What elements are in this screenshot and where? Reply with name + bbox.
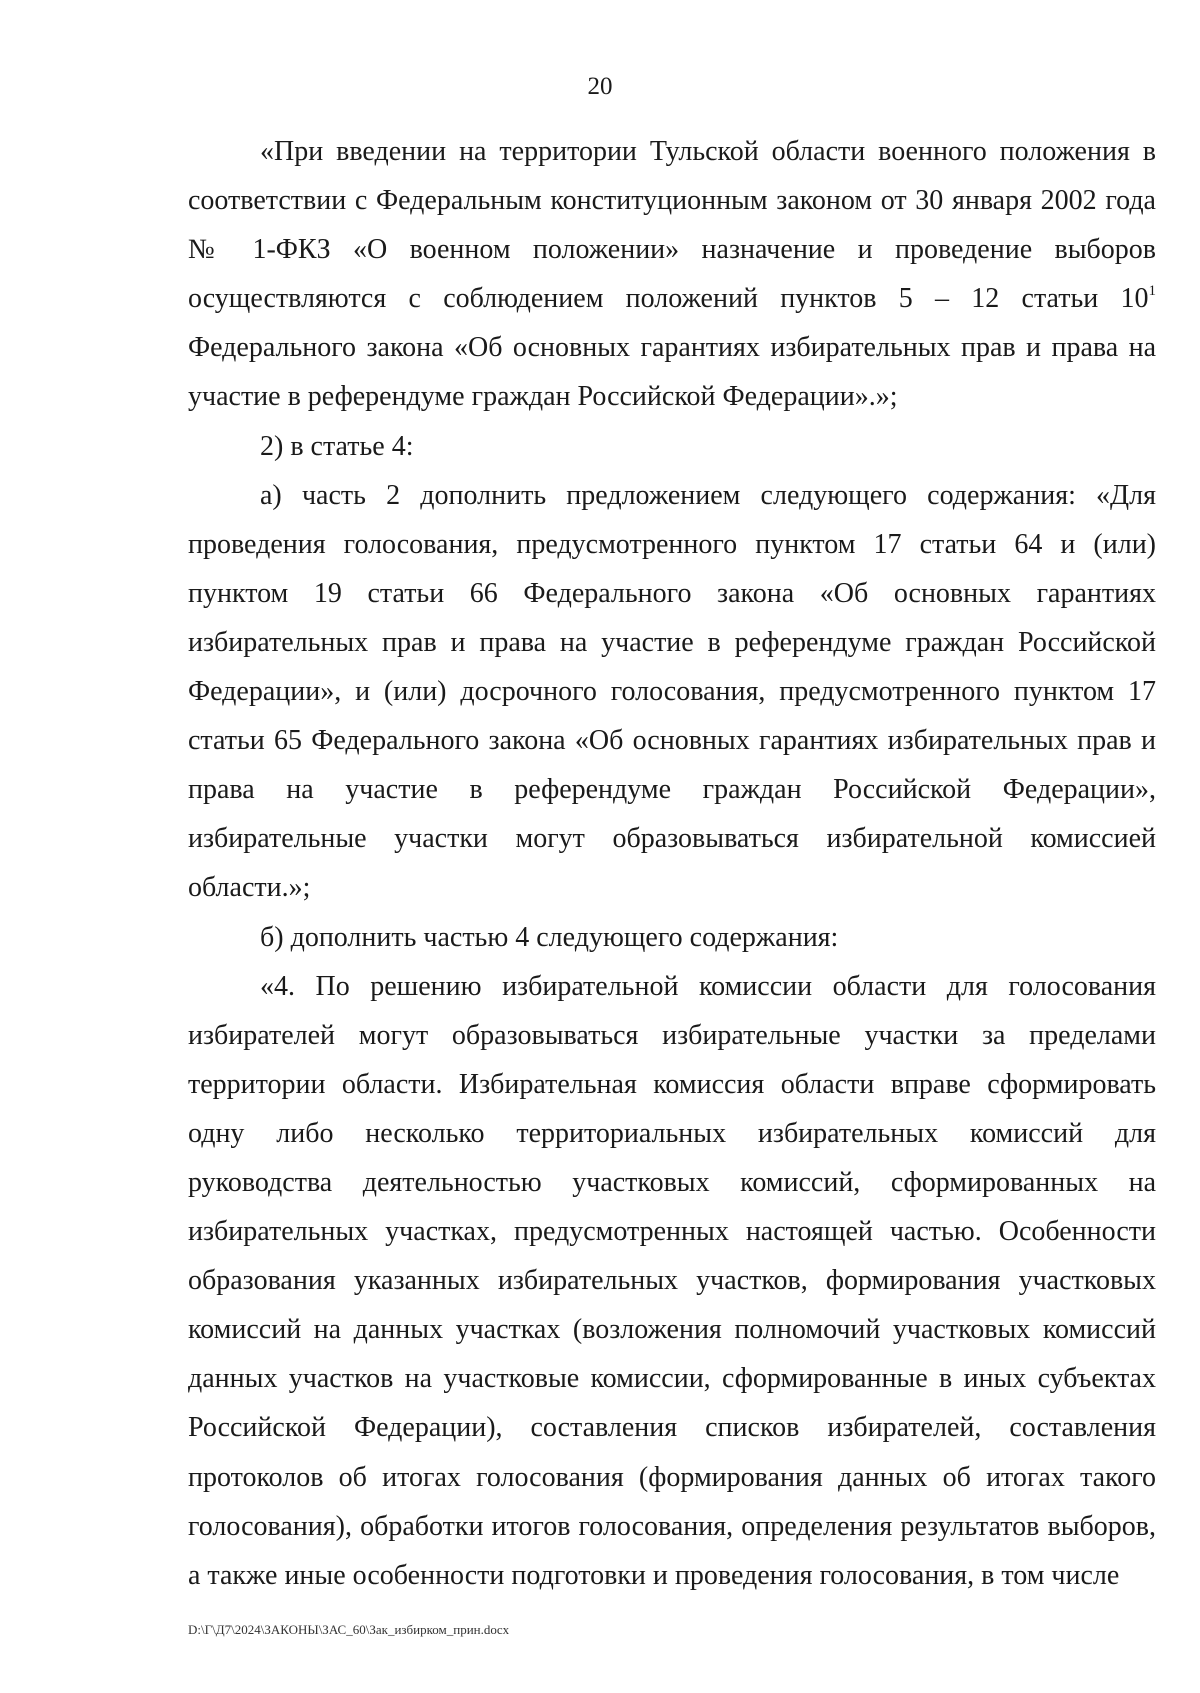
paragraph-part-4: «4. По решению избирательной комиссии области для голосования избирателей могут образовываться избирательные участки за пределами территории области. Избирательная комиссия области вправе сформировать одну либо несколько территориальных избирательных комиссий для руководства деятельностью участковых комиссий, сформированных на избирательных участках, предусмотренных настоящей частью. Особенности образования указанных избирательных участков, формирования участковых комиссий на данных участках (возложения полномочий участковых комиссий данных участков на участковые комиссии, сформированные в иных субъектах Российской Федерации), составления списков избирателей, составления протоколов об итогах голосования (формирования данных об итогах такого голосования), обработки итогов голосования, определения результатов выборов, а также иные особенности подготовки и проведения голосования, в том числе (188, 970, 1156, 1591)
footer-file-path: D:\Г\Д7\2024\ЗАКОНЫ\ЗАС_60\Зак_избирком_прин.docx (188, 1622, 510, 1637)
article-superscript: 1 (1148, 283, 1156, 300)
paragraph-item-a: а) часть 2 дополнить предложением следующего содержания: «Для проведения голосования, предусмотренного пунктом 17 статьи 64 и (или) пунктом 19 статьи 66 Федерального закона «Об основных гарантиях избирательных прав и права на участие в референдуме граждан Российской Федерации», и (или) досрочного голосования, предусмотренного пунктом 17 статьи 65 Федерального закона «Об основных гарантиях избирательных прав и права на участие в референдуме граждан Российской Федерации», избирательные участки могут образовываться избирательной комиссией области.»; (188, 479, 1156, 904)
paragraph-article-4: 2) в статье 4: (260, 430, 414, 462)
paragraph-text: «При введении на территории Тульской области военного положения в соответствии с Федеральным конституционным законом от 30 января 2002 года № 1-ФКЗ «О военном положении» назначение и проведение выборов осуществляются с соблюдением положений пунктов 5 – 12 статьи 10 (188, 136, 1156, 315)
document-body (188, 127, 1156, 1600)
paragraph-martial-law (188, 127, 1156, 422)
paragraph-item-b: б) дополнить частью 4 следующего содержания: (260, 921, 839, 953)
paragraph-text-tail: Федерального закона «Об основных гарантиях избирательных прав и права на участие в референдуме граждан Российской Федерации».»; (188, 332, 1156, 413)
page-number: 20 (587, 73, 613, 100)
